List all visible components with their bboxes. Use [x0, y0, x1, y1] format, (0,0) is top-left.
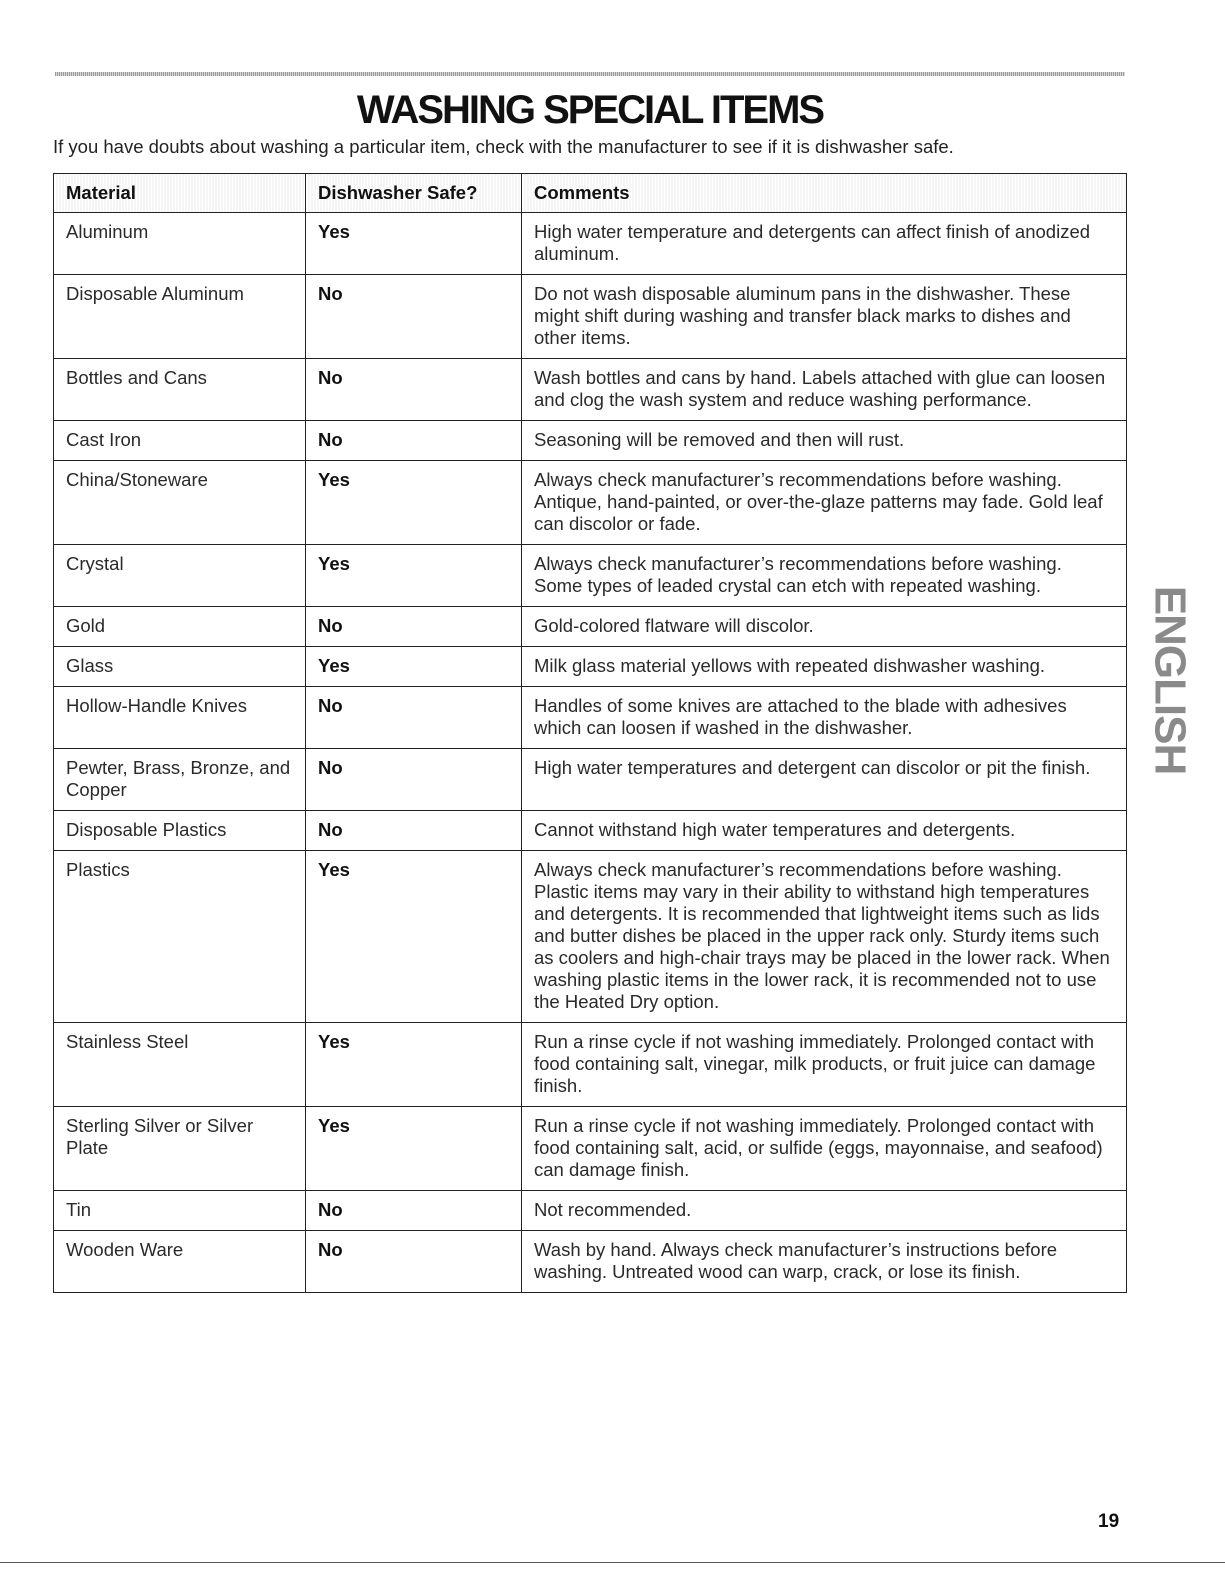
safe-cell: Yes	[306, 851, 522, 1023]
intro-text: If you have doubts about washing a particular item, check with the manufacturer to see if it is dishwasher safe.	[53, 136, 954, 157]
material-cell: Sterling Silver or Silver Plate	[54, 1107, 306, 1191]
safe-cell: No	[306, 1231, 522, 1293]
table-row	[54, 1023, 1127, 1107]
table-row	[54, 1231, 1127, 1293]
safe-cell: No	[306, 275, 522, 359]
top-rule	[55, 72, 1125, 76]
comment-cell: Do not wash disposable aluminum pans in the dishwasher. These might shift during washing and transfer black marks to dishes and other items.	[522, 275, 1127, 359]
comment-cell: Always check manufacturer’s recommendations before washing. Plastic items may vary in their ability to withstand high temperatures and detergents. It is recommended that lightweight items such as lids and butter dishes be placed in the upper rack only. Sturdy items such as coolers and high-chair trays may be placed in the lower rack. When washing plastic items in the lower rack, it is recommended not to use the Heated Dry option.	[522, 851, 1127, 1023]
table-body	[54, 213, 1127, 1293]
comment-cell: Run a rinse cycle if not washing immediately. Prolonged contact with food containing salt, acid, or sulfide (eggs, mayonnaise, and seafood) can damage finish.	[522, 1107, 1127, 1191]
table-row	[54, 545, 1127, 607]
material-cell: Aluminum	[54, 213, 306, 275]
table-row	[54, 461, 1127, 545]
table-row	[54, 647, 1127, 687]
safe-cell: No	[306, 359, 522, 421]
safe-cell: No	[306, 749, 522, 811]
page-title: WASHING SPECIAL ITEMS	[356, 88, 824, 132]
material-cell: Disposable Plastics	[54, 811, 306, 851]
material-cell: Hollow-Handle Knives	[54, 687, 306, 749]
safe-cell: Yes	[306, 1023, 522, 1107]
safe-cell: No	[306, 1191, 522, 1231]
material-cell: Wooden Ware	[54, 1231, 306, 1293]
safe-cell: Yes	[306, 545, 522, 607]
safe-cell: No	[306, 687, 522, 749]
material-cell: Glass	[54, 647, 306, 687]
table-row	[54, 607, 1127, 647]
material-cell: Cast Iron	[54, 421, 306, 461]
table-row	[54, 851, 1127, 1023]
header-material: Material	[54, 174, 306, 213]
header-comments: Comments	[522, 174, 1127, 213]
table-row	[54, 275, 1127, 359]
comment-cell: Seasoning will be removed and then will rust.	[522, 421, 1127, 461]
comment-cell: Always check manufacturer’s recommendations before washing. Some types of leaded crystal can etch with repeated washing.	[522, 545, 1127, 607]
material-cell: China/Stoneware	[54, 461, 306, 545]
table-row	[54, 749, 1127, 811]
material-cell: Stainless Steel	[54, 1023, 306, 1107]
safe-cell: Yes	[306, 461, 522, 545]
material-cell: Bottles and Cans	[54, 359, 306, 421]
table-row	[54, 359, 1127, 421]
table-row	[54, 687, 1127, 749]
comment-cell: High water temperatures and detergent can discolor or pit the finish.	[522, 749, 1127, 811]
special-items-table	[53, 173, 1127, 1293]
comment-cell: Cannot withstand high water temperatures and detergents.	[522, 811, 1127, 851]
comment-cell: Not recommended.	[522, 1191, 1127, 1231]
language-side-tab	[1145, 564, 1195, 796]
side-tab-label: ENGLISH	[1145, 585, 1195, 775]
page-number: 19	[1098, 1511, 1120, 1532]
table-header-row	[54, 174, 1127, 213]
comment-cell: High water temperature and detergents can affect finish of anodized aluminum.	[522, 213, 1127, 275]
material-cell: Pewter, Brass, Bronze, and Copper	[54, 749, 306, 811]
material-cell: Disposable Aluminum	[54, 275, 306, 359]
header-dishwasher-safe: Dishwasher Safe?	[306, 174, 522, 213]
safe-cell: No	[306, 421, 522, 461]
table-row	[54, 421, 1127, 461]
safe-cell: Yes	[306, 647, 522, 687]
material-cell: Gold	[54, 607, 306, 647]
comment-cell: Always check manufacturer’s recommendations before washing. Antique, hand-painted, or over-the-glaze patterns may fade. Gold leaf can discolor or fade.	[522, 461, 1127, 545]
safe-cell: No	[306, 607, 522, 647]
comment-cell: Gold-colored flatware will discolor.	[522, 607, 1127, 647]
comment-cell: Wash by hand. Always check manufacturer’s instructions before washing. Untreated wood can warp, crack, or lose its finish.	[522, 1231, 1127, 1293]
table-row	[54, 811, 1127, 851]
material-cell: Tin	[54, 1191, 306, 1231]
comment-cell: Milk glass material yellows with repeated dishwasher washing.	[522, 647, 1127, 687]
table-row	[54, 1191, 1127, 1231]
comment-cell: Handles of some knives are attached to the blade with adhesives which can loosen if washed in the dishwasher.	[522, 687, 1127, 749]
comment-cell: Run a rinse cycle if not washing immediately. Prolonged contact with food containing salt, vinegar, milk products, or fruit juice can damage finish.	[522, 1023, 1127, 1107]
material-cell: Plastics	[54, 851, 306, 1023]
table-row	[54, 1107, 1127, 1191]
safe-cell: No	[306, 811, 522, 851]
bottom-rule	[0, 1562, 1225, 1563]
safe-cell: Yes	[306, 213, 522, 275]
table-row	[54, 213, 1127, 275]
safe-cell: Yes	[306, 1107, 522, 1191]
comment-cell: Wash bottles and cans by hand. Labels attached with glue can loosen and clog the wash system and reduce washing performance.	[522, 359, 1127, 421]
material-cell: Crystal	[54, 545, 306, 607]
